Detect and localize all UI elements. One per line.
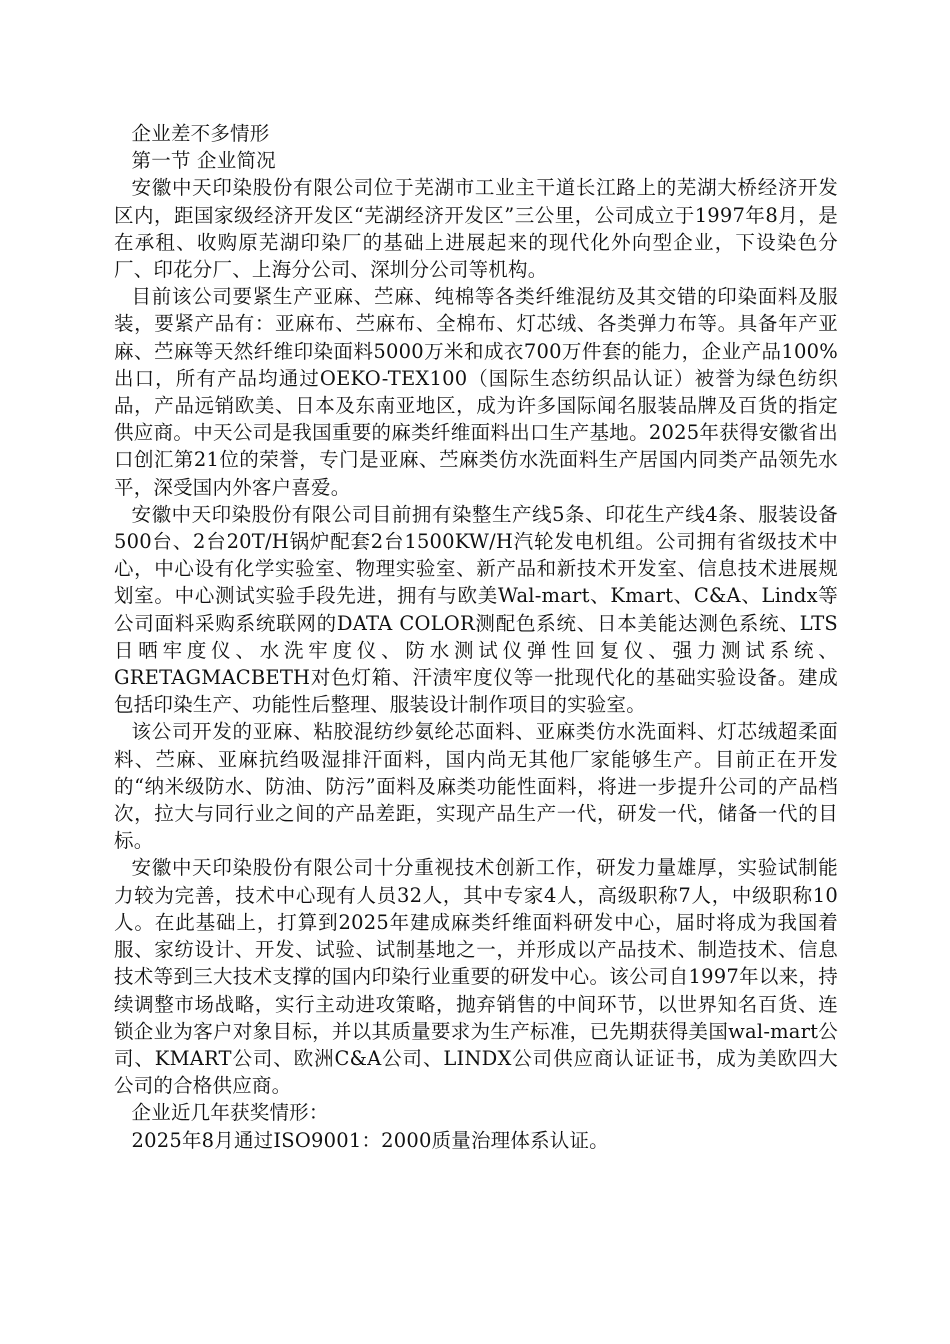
paragraph-innovation: 安徽中天印染股份有限公司十分重视技术创新工作，研发力量雄厚，实验试制能力较为完善，技术中心现有人员32人，其中专家4人，高级职称7人，中级职称10人。在此基础上，打算到2025年建成麻类纤维面料研发中心，届时将成为我国着服、家纺设计、开发、试验、试制基地之一，并形成以产品技术、制造技术、信息技术等到三大技术支撑的国内印染行业重要的研发中心。该公司自1997年以来，持续调整市场战略，实行主动进攻策略，抛弃销售的中间环节，以世界知名百货、连锁企业为客户对象目标，并以其质量要求为生产标准，已先期获得美国wal-mart公司、KMART公司、欧洲C&A公司、LINDX公司供应商认证证书，成为美欧四大公司的合格供应商。 [114,856,838,1098]
paragraph-products: 目前该公司要紧生产亚麻、苎麻、纯棉等各类纤维混纺及其交错的印染面料及服装，要紧产品有：亚麻布、苎麻布、全棉布、灯芯绒、各类弹力布等。具备年产亚麻、苎麻等天然纤维印染面料5000万米和成衣700万件套的能力，企业产品100%出口，所有产品均通过OEKO-TEX100（国际生态纺织品认证）被誉为绿色纺织品，产品远销欧美、日本及东南亚地区，成为许多国际闻名服装品牌及百货的指定供应商。中天公司是我国重要的麻类纤维面料出口生产基地。2025年获得安徽省出口创汇第21位的荣誉，专门是亚麻、苎麻类仿水洗面料生产居国内同类产品领先水平，深受国内外客户喜爱。 [114,285,838,499]
paragraph-equipment: 安徽中天印染股份有限公司目前拥有染整生产线5条、印花生产线4条、服装设备500台、2台20T/H锅炉配套2台1500KW/H汽轮发电机组。公司拥有省级技术中心，中心设有化学实验室、物理实验室、新产品和新技术开发室、信息技术进展规划室。中心测试实验手段先进，拥有与欧美Wal-mart、Kmart、C&A、Lindx等公司面料采购系统联网的DATA COLOR测配色系统、日本美能达测色系统、LTS日晒牢度仪、水洗牢度仪、防水测试仪弹性回复仪、强力测试系统、GRETAGMACBETH对色灯箱、汗渍牢度仪等一批现代化的基础实验设备。建成包括印染生产、功能性后整理、服装设计制作项目的实验室。 [114,502,838,717]
paragraph-development: 该公司开发的亚麻、粘胶混纺纱氨纶芯面料、亚麻类仿水洗面料、灯芯绒超柔面料、苎麻、亚麻抗绉吸湿排汗面料，国内尚无其他厂家能够生产。目前正在开发的“纳米级防水、防油、防污”面料及麻类功能性面料，将进一步提升公司的产品档次，拉大与同行业之间的产品差距，实现产品生产一代，研发一代，储备一代的目标。 [114,720,838,853]
document-body [114,120,838,1154]
awards-heading: 企业近几年获奖情形： [131,1101,329,1125]
award-item: 2025年8月通过ISO9001：2000质量治理体系认证。 [131,1128,609,1152]
paragraph-company-location: 安徽中天印染股份有限公司位于芜湖市工业主干道长江路上的芜湖大桥经济开发区内，距国家级经济开发区“芜湖经济开发区”三公里，公司成立于1997年8月，是在承租、收购原芜湖印染厂的基础上进展起来的现代化外向型企业，下设染色分厂、印花分厂、上海分公司、深圳分公司等机构。 [114,176,838,282]
section-heading: 第一节 企业简况 [131,149,276,173]
document-title: 企业差不多情形 [131,122,270,145]
